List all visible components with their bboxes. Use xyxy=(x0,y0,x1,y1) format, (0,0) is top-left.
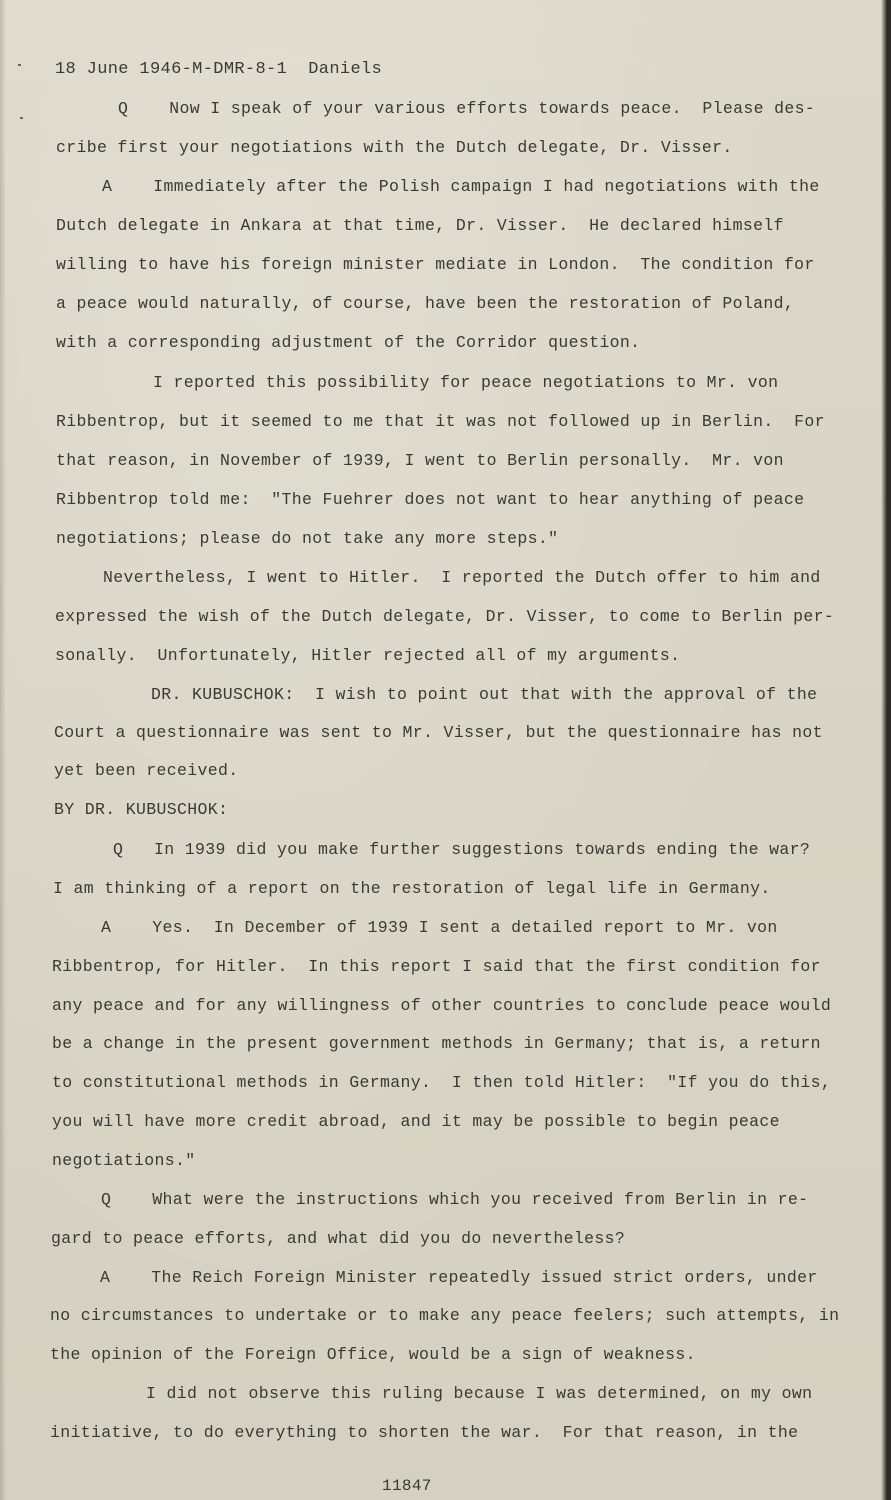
text-line: A The Reich Foreign Minister repeatedly issued strict orders, under xyxy=(100,1268,818,1287)
text-line: I am thinking of a report on the restoration of legal life in Germany. xyxy=(53,879,771,898)
text-line: A Yes. In December of 1939 I sent a detailed report to Mr. von xyxy=(101,918,778,937)
text-line: A Immediately after the Polish campaign I had negotiations with the xyxy=(102,177,820,196)
page-right-edge xyxy=(881,0,891,1500)
text-line: negotiations; please do not take any more steps." xyxy=(56,529,559,548)
text-line: Q What were the instructions which you received from Berlin in re- xyxy=(101,1190,809,1209)
text-line: you will have more credit abroad, and it may be possible to begin peace xyxy=(52,1112,780,1131)
text-line: that reason, in November of 1939, I went to Berlin personally. Mr. von xyxy=(56,451,784,470)
text-line: Q In 1939 did you make further suggestions towards ending the war? xyxy=(113,840,811,859)
text-line: Ribbentrop told me: "The Fuehrer does not want to hear anything of peace xyxy=(56,490,805,509)
text-line: I did not observe this ruling because I was determined, on my own xyxy=(146,1384,813,1403)
text-line: BY DR. KUBUSCHOK: xyxy=(54,800,229,819)
text-line: Ribbentrop, for Hitler. In this report I said that the first condition for xyxy=(52,957,821,976)
text-line: expressed the wish of the Dutch delegate, Dr. Visser, to come to Berlin per- xyxy=(55,607,835,626)
text-line: Q Now I speak of your various efforts towards peace. Please des- xyxy=(118,99,816,118)
text-line: the opinion of the Foreign Office, would be a sign of weakness. xyxy=(50,1345,696,1364)
text-line: DR. KUBUSCHOK: I wish to point out that with the approval of the xyxy=(151,685,818,704)
text-line: cribe first your negotiations with the Dutch delegate, Dr. Visser. xyxy=(56,138,733,157)
text-line: sonally. Unfortunately, Hitler rejected all of my arguments. xyxy=(55,646,681,665)
text-line: with a corresponding adjustment of the Corridor question. xyxy=(56,333,641,352)
margin-mark xyxy=(18,64,21,66)
text-line: no circumstances to undertake or to make any peace feelers; such attempts, in xyxy=(50,1306,840,1325)
text-line: willing to have his foreign minister mediate in London. The condition for xyxy=(56,255,815,274)
text-line: Nevertheless, I went to Hitler. I reported the Dutch offer to him and xyxy=(103,568,821,587)
text-line: negotiations." xyxy=(52,1151,196,1170)
text-line: any peace and for any willingness of other countries to conclude peace would xyxy=(52,996,832,1015)
text-line: be a change in the present government methods in Germany; that is, a return xyxy=(52,1034,821,1053)
text-line: Dutch delegate in Ankara at that time, Dr. Visser. He declared himself xyxy=(56,216,784,235)
text-line: to constitutional methods in Germany. I then told Hitler: "If you do this, xyxy=(52,1073,832,1092)
text-line: yet been received. xyxy=(54,761,239,780)
text-line: a peace would naturally, of course, have been the restoration of Poland, xyxy=(56,294,795,313)
text-line: initiative, to do everything to shorten the war. For that reason, in the xyxy=(50,1423,799,1442)
text-line: Court a questionnaire was sent to Mr. Visser, but the questionnaire has not xyxy=(54,723,823,742)
page-left-edge xyxy=(0,0,6,1500)
page-header: 18 June 1946-M-DMR-8-1 Daniels xyxy=(55,60,383,79)
text-line: I reported this possibility for peace negotiations to Mr. von xyxy=(153,373,779,392)
margin-mark xyxy=(20,117,23,119)
page-number: 11847 xyxy=(382,1477,432,1495)
text-line: gard to peace efforts, and what did you do nevertheless? xyxy=(51,1229,626,1248)
text-line: Ribbentrop, but it seemed to me that it was not followed up in Berlin. For xyxy=(56,412,825,431)
